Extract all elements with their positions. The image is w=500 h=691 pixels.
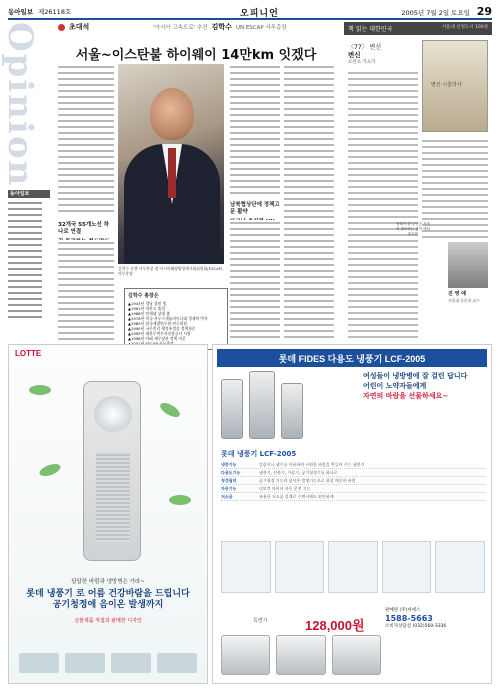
profile-item: ▲1985년 한국개발연구원 연구위원 [128,321,188,326]
book-cover-title: 변신·시골의사 [431,82,462,88]
body-column-1 [58,64,114,214]
writer-affiliation: 서울대 독문과 교수 [448,298,480,303]
section-title: 오피니언 [240,9,279,19]
profile-box [124,288,228,350]
spec-key: 자동기능 [221,486,237,491]
spec-value: 냉풍기, 선풍기, 가습기, 공기청정기를 하나로 [259,470,338,475]
kicker-subtitle: '아시아 고속도로' 추진 [153,25,208,31]
spec-key: 저소음 [221,494,233,499]
lotte-ad-left [8,344,208,684]
leaf-decoration [169,495,191,505]
opinion-word: Opinion [0,22,40,188]
kicker-label: 초대석 [69,23,90,31]
seller-name: 판매원 (주)씨에스 [385,608,421,613]
issue-number: 제26118호 [38,8,72,16]
book-pull-quote: 벌레가 된 주인공 가족의 변모하는 삶이 애처롭기만 [396,222,430,236]
lotte-logo: LOTTE [15,349,42,358]
body-column-3 [230,64,280,194]
index-heading: 동아일보 [8,190,50,198]
writer-name: 진 영 애 [448,291,466,297]
spec-table [221,461,485,501]
subhead-line: 남북협상단에 정책고문 활약 [230,202,280,215]
book-column-subtitle: 서울대 선정도서 100권 [441,25,488,30]
spec-key: 다용도기능 [221,470,241,475]
spec-value: 리모컨 타이머 자동 운전 기능 [259,486,311,491]
thumbnail [111,653,151,673]
book-author: 프란츠 카프카 [348,60,376,65]
book-title: 변신 [348,51,361,59]
portrait-tie [168,148,176,198]
text-block [284,64,334,340]
price-label: 특별가 [253,618,268,624]
ad-main-copy-line: 공기청정에 음이온 발생까지 [52,600,164,610]
profile-item: ▲1990년 국무총리 행정조정실 정책자문 [128,326,196,331]
spec-title: 롯데 냉풍기 LCF-2005 [221,450,297,458]
spec-row [221,477,485,485]
text-block [230,64,280,194]
spec-row [221,493,485,501]
profile-box-title: 김학수 총장은 [128,293,159,299]
book-text-column-1 [348,70,418,340]
text-block [58,64,114,214]
leaf-decoration [29,385,51,395]
thumbnail [65,653,105,673]
author-affiliation: UN ESCAP 사무총장 [235,25,287,31]
profile-item: ▲1968년 연세대 상대 졸 [128,311,170,316]
page-number: 29 [476,5,492,18]
product-thumbnails [19,653,197,673]
profile-item: ▲1976년 미국 사우스캐롤라이나대 경제학 박사 [128,316,208,321]
ad-slogan [363,371,489,401]
feature-box [328,541,378,593]
profile-item: ▲1961년 마산고 졸업 [128,306,166,311]
ad-note: 실물제품 직접과 판매한 디자인 [74,618,142,624]
support-number: 소비자상담실 (032)560-3336 [385,624,447,629]
spec-row [221,485,485,493]
book-number: 〈77〉 변신 [348,44,382,51]
spec-row [221,461,485,469]
book-column [344,22,492,342]
body-column-3b [230,220,280,340]
slogan-line: 어린이 노약자들에게 [363,382,427,390]
body-column-4 [284,64,334,340]
profile-item: ▲1995년 대한무역투자진흥공사 사장 [128,331,191,336]
spec-row [221,469,485,477]
index-line [8,314,50,320]
ad-tagline: 답답한 바람과 냉방병은 가라~ [71,579,145,585]
spec-value: 공기청정 기능과 음이온 발생기능으로 항상 깨끗한 바람 [259,478,356,483]
ad-main-copy [9,589,207,611]
subhead-line: 32개국 55개노선 하나로 연결 [58,222,110,235]
book-column-header [344,22,492,35]
phone-number: 1588-5663 [385,614,433,623]
contact-info [385,607,485,631]
variant-image [332,635,381,675]
slogan-line: 여성들이 냉방병에 잘 걸린 답니다 [363,372,468,380]
air-cooler-image [83,381,141,561]
profile-item: ▲1998년 아태 재무장관 정책 자문 [128,336,186,341]
book-cover-image [422,40,488,132]
text-block [230,220,280,340]
variant-image [221,635,270,675]
feature-box [435,541,485,593]
spec-value: 얼음이나 냉수를 이용하여 시원한 바람을 만들어 주는 냉풍기 [259,462,365,467]
thumbnail [157,653,197,673]
feature-box [221,541,271,593]
portrait-head [150,88,194,140]
variant-image [276,635,325,675]
interview-article [58,22,334,342]
opinion-side-label [0,22,44,188]
book-text-column-2 [422,138,488,238]
leaf-decoration [38,462,62,479]
spec-key: 청정필터 [221,478,237,483]
spec-value: 조용한 저소음 설계로 수면시에도 편안하게 [259,494,334,499]
ad-main-copy-line: 롯데 냉풍기 로 어름 건강바람을 드립니다 [26,589,190,599]
product-variants [221,635,381,675]
thumbnail [19,653,59,673]
feature-box [275,541,325,593]
product-image [249,371,275,439]
product-image [221,379,243,439]
article-kicker [58,22,334,32]
lotte-ad-right [212,344,492,684]
book-column-title: 책 읽는 대한민국 [348,26,393,33]
slogan-line: 자연의 바람을 선물하세요~ [363,392,449,400]
kicker-bullet-icon [58,24,65,31]
issue-date: 2005년 7월 2일 토요일 [401,9,470,17]
product-image [281,383,303,439]
masthead [8,6,492,20]
product-lineup [221,369,351,439]
article-author: 김학수 [211,23,232,31]
newspaper-name: 동아일보 [8,8,34,16]
article-headline: 서울~이스탄불 하이웨이 14만km 잇겠다 [75,48,317,63]
feature-box [382,541,432,593]
body-column-1b [58,240,114,340]
profile-item: ▲1943년 경남 창원 생 [128,301,167,306]
price: 128,000원 [305,618,365,633]
text-block [58,240,114,340]
writer-photo [448,242,488,288]
ad-header: 롯데 FIDES 다용도 냉풍기 LCF-2005 [217,349,487,367]
photo-caption: 김학수 유엔 사무차장 겸 아시아태평양경제사회위원회(ESCAP) 사무총장 [118,266,223,276]
leaf-decoration [158,400,182,420]
feature-icons [221,541,485,593]
author-portrait [118,64,224,264]
spec-key: 냉풍기능 [221,462,237,467]
left-index-column [8,190,50,320]
